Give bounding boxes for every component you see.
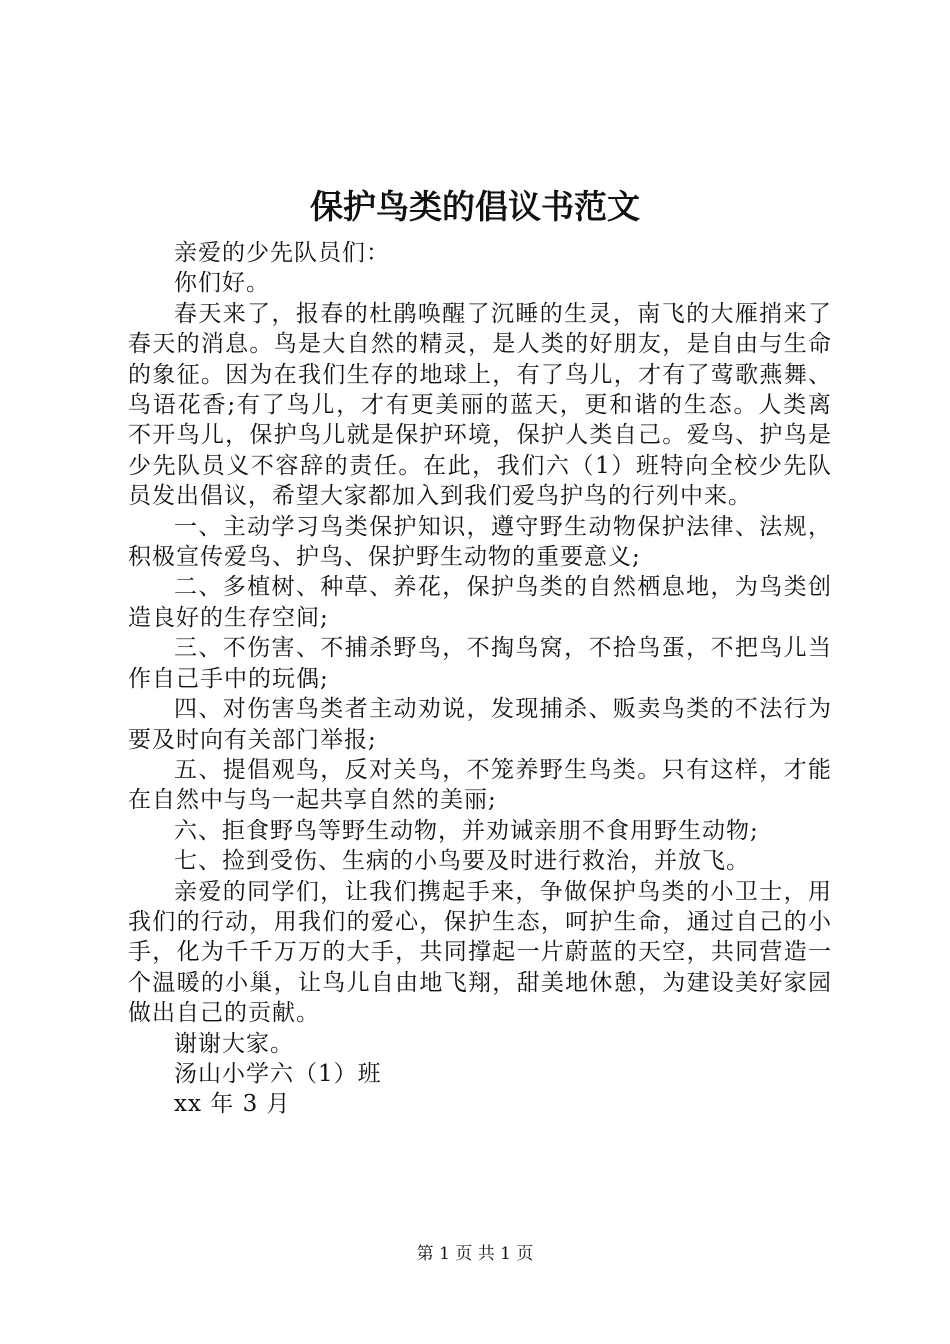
greeting: 你们好。 — [174, 270, 270, 297]
salutation: 亲爱的少先队员们： — [174, 240, 390, 266]
document-body — [128, 238, 832, 1120]
proposal-item-6: 六、拒食野鸟等野生动物，并劝诫亲朋不食用野生动物; — [174, 817, 759, 844]
document-title: 保护鸟类的倡议书范文 — [310, 187, 640, 226]
signature-line: 汤山小学六（1）班 — [174, 1060, 382, 1087]
date-line: xx 年 3 月 — [174, 1091, 291, 1118]
proposal-item-1: 一、主动学习鸟类保护知识，遵守野生动物保护法律、法规，积极宣传爱鸟、护鸟、保护野生动物的重要意义; — [128, 513, 832, 571]
proposal-item-3: 三、不伤害、不捕杀野鸟，不掏鸟窝，不拾鸟蛋，不把鸟儿当作自己手中的玩偶; — [128, 635, 832, 692]
closing-paragraph: 亲爱的同学们，让我们携起手来，争做保护鸟类的小卫士，用我们的行动，用我们的爱心，保护生态，呵护生命，通过自己的小手，化为千千万万的大手，共同撑起一片蔚蓝的天空，共同营造一个温暖的小巢，让鸟儿自由地飞翔，甜美地休憩，为建设美好家园做出自己的贡献。 — [128, 878, 832, 1027]
thanks-line: 谢谢大家。 — [174, 1030, 294, 1057]
page-footer: 第 1 页 共 1 页 — [416, 1244, 534, 1264]
proposal-item-7: 七、捡到受伤、生病的小鸟要及时进行救治，并放飞。 — [174, 848, 750, 875]
intro-paragraph: 春天来了，报春的杜鹃唤醒了沉睡的生灵，南飞的大雁捎来了春天的消息。鸟是大自然的精灵，是人类的好朋友，是自由与生命的象征。因为在我们生存的地球上，有了鸟儿，才有了莺歌燕舞、鸟语花香;有了鸟儿，才有更美丽的蓝天，更和谐的生态。人类离不开鸟儿，保护鸟儿就是保护环境，保护人类自己。爱鸟、护鸟是少先队员义不容辞的责任。在此，我们六（1）班特向全校少先队员发出倡议，希望大家都加入到我们爱鸟护鸟的行列中来。 — [128, 300, 832, 510]
proposal-item-5: 五、提倡观鸟，反对关鸟，不笼养野生鸟类。只有这样，才能在自然中与鸟一起共享自然的美丽; — [128, 756, 832, 814]
proposal-item-2: 二、多植树、种草、养花，保护鸟类的自然栖息地，为鸟类创造良好的生存空间; — [128, 574, 832, 631]
proposal-item-4: 四、对伤害鸟类者主动劝说，发现捕杀、贩卖鸟类的不法行为要及时向有关部门举报; — [128, 696, 832, 753]
